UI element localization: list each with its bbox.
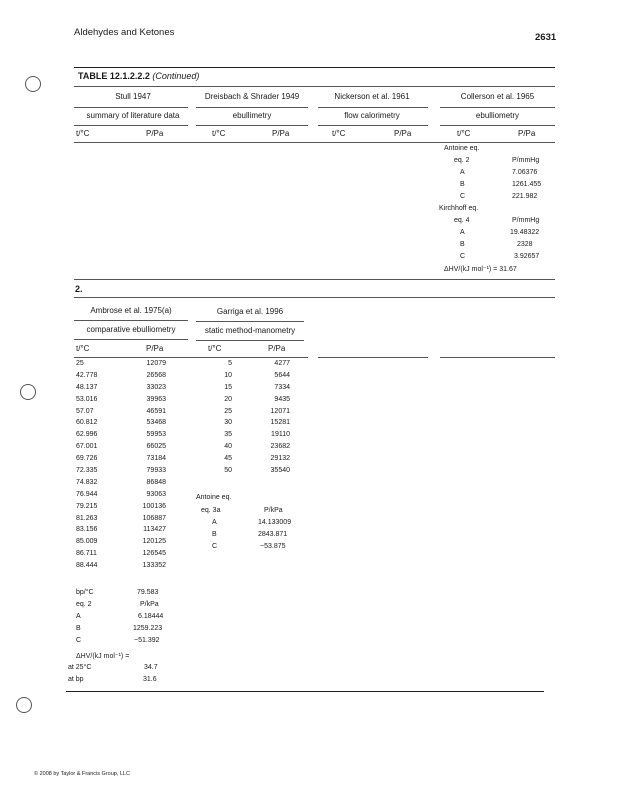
- ambrose-t-cell-5: 60.812: [76, 419, 98, 427]
- garriga-t-cell-2: 15: [224, 383, 232, 391]
- ambrose-t-cell-6: 62.996: [76, 431, 98, 439]
- column-header-rule: [74, 142, 555, 143]
- page-number: 2631: [535, 32, 557, 43]
- collerson-kirchhoff-title: Kirchhoff eq.: [439, 205, 479, 212]
- garriga-eq-unit: P/kPa: [264, 507, 283, 514]
- garriga-author-underline: [196, 321, 304, 322]
- ambrose-t-cell-13: 81.263: [76, 514, 98, 522]
- collerson-p-header: P/Pa: [518, 129, 536, 138]
- garriga-p-cell-3: 9435: [274, 395, 290, 403]
- garriga-p-cell-1: 5644: [274, 371, 290, 379]
- collerson-dhv-value: 31.67: [499, 266, 517, 273]
- garriga-param-b-key: B: [212, 531, 217, 538]
- collerson-antoine-eq: eq. 2: [454, 157, 470, 164]
- ambrose-dhv-bp-key: at bp: [68, 676, 84, 683]
- ambrose-t-header: t/°C: [76, 344, 90, 353]
- collerson-dhv: [444, 265, 517, 273]
- ambrose-t-cell-8: 69.726: [76, 455, 98, 463]
- ambrose-p-cell-16: 126545: [142, 550, 166, 558]
- ambrose-bp-label: bp/°C: [76, 589, 94, 596]
- ambrose-t-cell-14: 83.156: [76, 526, 98, 534]
- collerson-t-header: t/°C: [457, 129, 471, 138]
- collerson-dhv-label: ΔHV/(kJ mol⁻¹) =: [444, 266, 498, 273]
- collerson-antoine-c-key: C: [460, 193, 466, 200]
- collerson-kirchhoff-a-key: A: [460, 229, 465, 236]
- ambrose-p-cell-3: 39963: [146, 395, 166, 403]
- stull-p-header: P/Pa: [146, 129, 164, 138]
- garriga-p-column: [256, 358, 290, 477]
- ambrose-p-cell-10: 86848: [146, 478, 166, 486]
- ambrose-p-cell-5: 53468: [146, 419, 166, 427]
- dreisbach-t-header: t/°C: [212, 129, 226, 138]
- garriga-t-cell-5: 30: [224, 419, 232, 427]
- garriga-t-column: [212, 358, 232, 477]
- ambrose-t-cell-3: 53.016: [76, 395, 98, 403]
- garriga-p-cell-5: 15281: [270, 419, 290, 427]
- author-nickerson: Nickerson et al. 1961: [334, 92, 410, 101]
- part2-header-rule-right: [318, 357, 428, 358]
- binder-hole-middle: [20, 384, 36, 400]
- ambrose-param-c-value: −51.392: [134, 637, 160, 644]
- ambrose-p-cell-7: 66025: [146, 443, 166, 451]
- ambrose-p-cell-6: 59953: [146, 431, 166, 439]
- ambrose-p-header: P/Pa: [146, 344, 164, 353]
- author-underline-1: [74, 107, 188, 108]
- method-underline-3: [318, 125, 428, 126]
- ambrose-eq-label: eq. 2: [76, 601, 92, 608]
- ambrose-p-cell-1: 26568: [146, 371, 166, 379]
- author-underline-4: [440, 107, 555, 108]
- method-collerson: ebulliometry: [475, 111, 520, 120]
- garriga-param-a-value: 14.133009: [258, 519, 292, 526]
- method-dreisbach: ebullimetry: [232, 111, 272, 120]
- collerson-kirchhoff-b-value: 2328: [517, 241, 533, 248]
- ambrose-eq-unit: P/kPa: [140, 601, 159, 608]
- ambrose-dhv-25-key: at 25°C: [68, 664, 92, 671]
- ambrose-p-cell-14: 113427: [143, 526, 166, 534]
- ambrose-dhv-label: ΔHV/(kJ mol⁻¹) =: [76, 653, 130, 660]
- garriga-p-cell-2: 7334: [274, 383, 290, 391]
- ambrose-t-cell-10: 74.832: [76, 478, 98, 486]
- table-caption: [78, 71, 199, 81]
- garriga-p-cell-6: 19110: [271, 431, 290, 439]
- collerson-kirchhoff-b-key: B: [460, 241, 465, 248]
- ambrose-method-underline: [74, 339, 188, 340]
- method-stull: summary of literature data: [86, 111, 180, 120]
- author-garriga: Garriga et al. 1996: [216, 307, 284, 316]
- collerson-antoine-a-value: 7.06376: [512, 169, 538, 176]
- garriga-t-cell-8: 45: [224, 455, 232, 463]
- collerson-kirchhoff-unit: P/mmHg: [512, 217, 540, 224]
- stull-t-header: t/°C: [76, 129, 90, 138]
- garriga-param-c-key: C: [212, 543, 218, 550]
- ambrose-p-cell-9: 79933: [146, 467, 166, 475]
- garriga-method-underline: [196, 340, 304, 341]
- ambrose-p-cell-4: 46591: [146, 407, 166, 415]
- garriga-param-a-key: A: [212, 519, 217, 526]
- collerson-kirchhoff-c-value: 3.92657: [514, 253, 540, 260]
- ambrose-param-b-key: B: [76, 625, 81, 632]
- table-caption-label: TABLE 12.1.2.2.2: [78, 71, 150, 81]
- author-stull: Stull 1947: [115, 92, 151, 101]
- collerson-antoine-b-key: B: [460, 181, 465, 188]
- garriga-t-cell-9: 50: [224, 467, 232, 475]
- method-nickerson: flow calorimetry: [344, 111, 400, 120]
- garriga-t-cell-0: 5: [228, 360, 232, 367]
- ambrose-t-cell-17: 88.444: [76, 562, 98, 570]
- binder-hole-bottom: [16, 697, 32, 713]
- ambrose-t-cell-1: 42.778: [76, 371, 98, 379]
- ambrose-t-cell-2: 48.137: [76, 383, 98, 391]
- collerson-antoine-unit: P/mmHg: [512, 157, 540, 164]
- garriga-param-b-value: 2843.871: [258, 531, 288, 538]
- garriga-param-c-value: −53.875: [260, 543, 286, 550]
- part1-bottom-rule: [74, 279, 555, 280]
- collerson-kirchhoff-c-key: C: [460, 253, 466, 260]
- part2-label: 2.: [75, 284, 83, 294]
- ambrose-p-cell-15: 120125: [142, 538, 166, 546]
- collerson-antoine-title: Antoine eq.: [444, 145, 480, 152]
- ambrose-param-b-value: 1259.223: [133, 625, 163, 632]
- table-caption-suffix: (Continued): [152, 71, 200, 81]
- garriga-p-cell-9: 35540: [270, 467, 290, 475]
- garriga-p-cell-7: 23682: [270, 443, 290, 451]
- ambrose-dhv-25-value: 34.7: [144, 664, 158, 671]
- ambrose-p-cell-12: 100136: [142, 502, 166, 510]
- ambrose-bp-value: 79.583: [137, 589, 159, 596]
- method-garriga: static method-manometry: [204, 326, 296, 335]
- garriga-eq-label: eq. 3a: [201, 507, 221, 514]
- ambrose-t-cell-11: 76.944: [76, 490, 98, 498]
- collerson-antoine-c-value: 221.982: [512, 193, 538, 200]
- ambrose-p-cell-8: 73184: [146, 455, 166, 463]
- nickerson-p-header: P/Pa: [394, 129, 412, 138]
- collerson-kirchhoff-eq: eq. 4: [454, 217, 470, 224]
- ambrose-p-cell-13: 106887: [142, 514, 166, 522]
- garriga-t-cell-1: 10: [224, 371, 232, 379]
- ambrose-param-a-key: A: [76, 613, 81, 620]
- footer-copyright: © 2008 by Taylor & Francis Group, LLC: [34, 771, 130, 777]
- part2-label-rule: [74, 297, 555, 298]
- garriga-p-cell-8: 29132: [270, 455, 290, 463]
- author-underline-3: [318, 107, 428, 108]
- collerson-antoine-b-value: 1261.455: [512, 181, 542, 188]
- garriga-p-cell-0: 4277: [274, 360, 290, 367]
- caption-rule: [74, 86, 555, 87]
- garriga-t-cell-4: 25: [224, 407, 232, 415]
- garriga-p-header: P/Pa: [268, 344, 286, 353]
- garriga-antoine-title: Antoine eq.: [196, 494, 232, 501]
- garriga-t-cell-7: 40: [224, 443, 232, 451]
- ambrose-p-cell-2: 33023: [146, 383, 166, 391]
- part2-header-rule-far-right: [440, 357, 555, 358]
- ambrose-param-a-value: 6.18444: [138, 613, 164, 620]
- author-collerson: Collerson et al. 1965: [460, 92, 535, 101]
- author-ambrose: Ambrose et al. 1975(a): [90, 306, 172, 315]
- ambrose-p-cell-11: 93063: [146, 490, 166, 498]
- ambrose-t-cell-9: 72.335: [76, 467, 98, 475]
- dreisbach-p-header: P/Pa: [272, 129, 290, 138]
- running-header-title: Aldehydes and Ketones: [74, 27, 175, 38]
- author-dreisbach: Dreisbach & Shrader 1949: [204, 92, 300, 101]
- method-ambrose: comparative ebulliometry: [86, 325, 176, 334]
- ambrose-t-cell-7: 67.001: [76, 443, 98, 451]
- garriga-p-cell-4: 12071: [270, 407, 290, 415]
- garriga-t-header: t/°C: [208, 344, 222, 353]
- table-bottom-rule: [66, 691, 544, 692]
- garriga-t-cell-3: 20: [224, 395, 232, 403]
- ambrose-t-cell-15: 85.009: [76, 538, 98, 546]
- garriga-t-cell-6: 35: [224, 431, 232, 439]
- table-top-rule: [74, 67, 555, 68]
- nickerson-t-header: t/°C: [332, 129, 346, 138]
- binder-hole-top: [25, 76, 41, 92]
- method-underline-1: [74, 125, 188, 126]
- ambrose-param-c-key: C: [76, 637, 82, 644]
- ambrose-dhv-bp-value: 31.6: [143, 676, 157, 683]
- ambrose-p-column: [118, 358, 166, 572]
- ambrose-t-cell-4: 57.07: [76, 407, 94, 415]
- ambrose-p-cell-17: 133352: [142, 562, 166, 570]
- author-underline-2: [196, 107, 308, 108]
- method-underline-4: [440, 125, 555, 126]
- ambrose-t-cell-0: 25: [76, 360, 84, 367]
- method-underline-2: [196, 125, 308, 126]
- ambrose-t-cell-16: 86.711: [76, 550, 97, 558]
- ambrose-p-cell-0: 12079: [146, 360, 166, 367]
- collerson-antoine-a-key: A: [460, 169, 465, 176]
- collerson-kirchhoff-a-value: 19.48322: [510, 229, 540, 236]
- ambrose-author-underline: [74, 320, 188, 321]
- ambrose-t-cell-12: 79.215: [76, 502, 98, 510]
